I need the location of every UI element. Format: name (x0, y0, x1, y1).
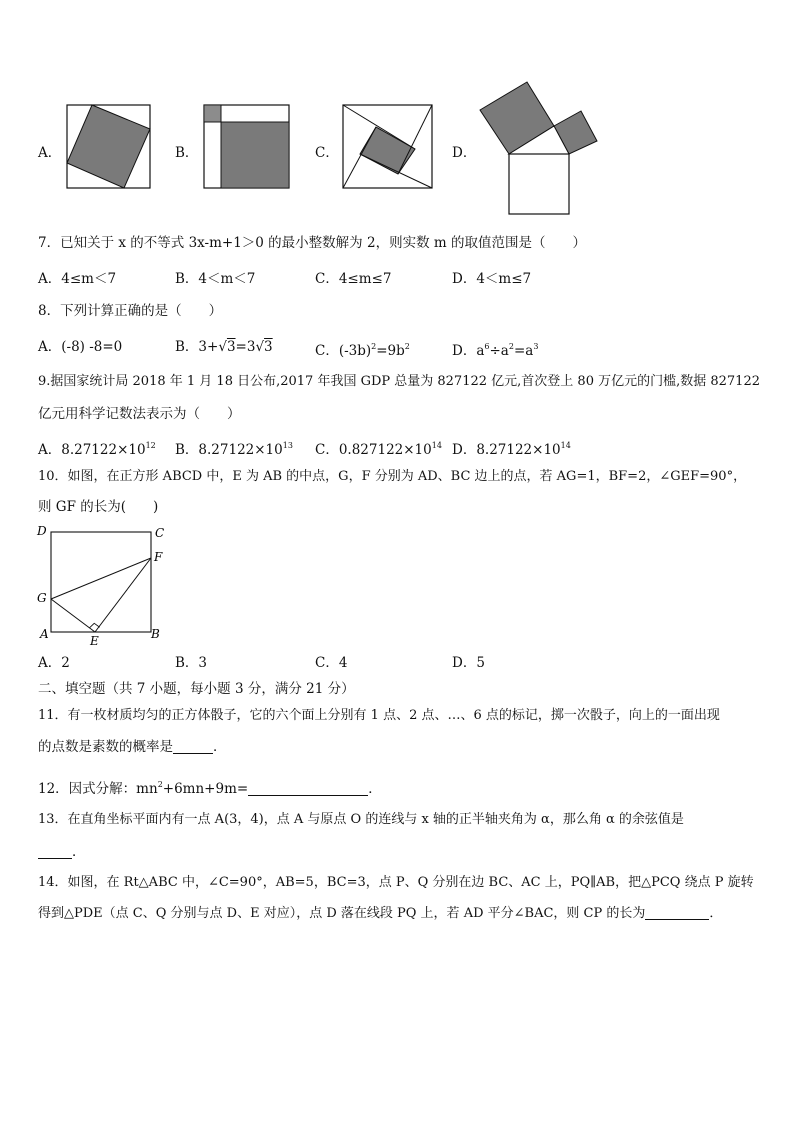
label-b: B (151, 627, 160, 641)
q10-option-b[interactable]: B．3 (175, 655, 208, 671)
q6-figure-d (478, 80, 602, 218)
label-a: A (40, 627, 49, 641)
q14-tail: ． (709, 906, 723, 921)
square-abcd (51, 532, 151, 632)
q9-c-exp: 14 (431, 441, 442, 450)
q6-figure-b (203, 104, 291, 190)
q12-pre: 12．因式分解：mn (38, 781, 158, 797)
q10-stem-line1: 10．如图，在正方形 ABCD 中，E 为 AB 的中点，G，F 分别为 AD、BC 边上的点，若 AG=1，BF=2，∠GEF=90°， (38, 469, 747, 484)
q11-stem-line2 (38, 737, 227, 757)
q8-d-mid: ÷a (489, 343, 509, 359)
section-heading: 二、填空题（共 7 小题，每小题 3 分，满分 21 分） (38, 681, 355, 697)
q9-d-pre: D．8.27122×10 (452, 442, 561, 458)
q10-option-d[interactable]: D．5 (452, 655, 485, 671)
label-d: D (37, 524, 47, 538)
q9-a-pre: A．8.27122×10 (38, 442, 146, 458)
q9-b-exp: 13 (282, 441, 293, 450)
q8-b-pre: B．3+ (175, 339, 219, 355)
q13-stem-line1: 13．在直角坐标平面内有一点 A(3，4)，点 A 与原点 O 的连线与 x 轴的正半轴夹角为 α，那么角 α 的余弦值是 (38, 812, 684, 827)
q8-b-mid: =3 (235, 339, 256, 355)
q7-option-c[interactable]: C．4≤m≤7 (315, 271, 392, 287)
q10-option-a[interactable]: A．2 (38, 655, 70, 671)
q7-option-a[interactable]: A．4≤m＜7 (38, 271, 117, 287)
q9-c-pre: C．0.827122×10 (315, 442, 432, 458)
q10-option-c[interactable]: C．4 (315, 655, 348, 671)
q6-option-b-label[interactable]: B． (175, 145, 199, 161)
q8-c-exp2: 2 (404, 342, 410, 351)
q10-stem-line2: 则 GF 的长为( ) (38, 499, 159, 515)
q12-post: +6mn+9m= (162, 781, 249, 797)
q12-stem (38, 775, 382, 799)
q11-stem-line1: 11．有一枚材质均匀的正方体骰子，它的六个面上分别有 1 点、2 点、…、6 点的标记，掷一次骰子，向上的一面出现 (38, 708, 720, 723)
q8-b-rad1: 3 (226, 339, 236, 355)
q10-figure (34, 522, 166, 650)
q12-exp: 2 (157, 780, 163, 789)
q6-option-a-label[interactable]: A． (38, 145, 62, 161)
q11-text: 的点数是素数的概率是 (38, 739, 173, 755)
q13-tail: ． (72, 844, 86, 860)
q7-stem: 7．已知关于 x 的不等式 3x-m+1＞0 的最小整数解为 2，则实数 m 的取值范围是（ ） (38, 235, 586, 251)
q8-option-c[interactable] (315, 337, 410, 361)
q13-answer-blank[interactable] (38, 844, 72, 859)
q8-c-exp1: 2 (371, 342, 377, 351)
q8-option-b[interactable] (175, 337, 273, 357)
q8-c-pre: C．(-3b) (315, 343, 372, 359)
q9-stem-line1: 9.据国家统计局 2018 年 1 月 18 日公布,2017 年我国 GDP 总量为 827122 亿元,首次登上 80 万亿元的门槛,数据 827122 (38, 374, 760, 389)
q8-d-exp1: 6 (484, 342, 490, 351)
radical-sign-icon: √ (255, 339, 265, 355)
label-f: F (154, 550, 163, 564)
q7-option-d[interactable]: D．4＜m≤7 (452, 271, 532, 287)
q8-stem: 8．下列计算正确的是（ ） (38, 303, 223, 319)
segment-ge (51, 599, 95, 632)
q14-text: 得到△PDE（点 C、Q 分别与点 D、E 对应），点 D 落在线段 PQ 上，若 AD 平分∠BAC，则 CP 的长为 (38, 906, 646, 921)
q8-option-d[interactable] (452, 337, 538, 361)
q9-stem-line2: 亿元用科学记数法表示为（ ） (38, 406, 241, 422)
q9-option-c[interactable] (315, 436, 442, 460)
q11-answer-blank[interactable] (173, 739, 213, 754)
label-c: C (155, 526, 165, 540)
q9-option-b[interactable] (175, 436, 293, 460)
q6-figure-a (66, 104, 152, 190)
q7-option-b[interactable]: B．4＜m＜7 (175, 271, 256, 287)
q9-a-exp: 12 (145, 441, 156, 450)
q8-d-mid2: =a (513, 343, 534, 359)
q6-figure-c (342, 104, 434, 190)
q8-option-a[interactable]: A．(-8) -8=0 (38, 339, 123, 355)
label-g: G (37, 591, 47, 605)
q12-answer-blank[interactable] (248, 781, 368, 796)
q8-d-exp3: 3 (533, 342, 539, 351)
q11-tail: ． (213, 739, 227, 755)
q9-option-a[interactable] (38, 436, 156, 460)
q13-stem-line2 (38, 842, 86, 862)
q8-c-post: =9b (376, 343, 405, 359)
q9-d-exp: 14 (560, 441, 571, 450)
radical-sign-icon: √ (218, 339, 227, 355)
q6-option-d-label[interactable]: D． (452, 145, 477, 161)
q8-d-pre: D．a (452, 343, 485, 359)
q14-answer-blank[interactable] (645, 905, 709, 920)
q8-b-rad2: 3 (264, 339, 273, 355)
q14-stem-line1: 14．如图，在 Rt△ABC 中，∠C=90°，AB=5，BC=3，点 P、Q 分别在边 BC、AC 上，PQ∥AB，把△PCQ 绕点 P 旋转 (38, 875, 754, 890)
label-e: E (90, 634, 99, 648)
q12-tail: ． (368, 781, 382, 797)
q14-stem-line2 (38, 904, 722, 924)
q6-option-c-label[interactable]: C． (315, 145, 339, 161)
q9-option-d[interactable] (452, 436, 571, 460)
q8-d-exp2: 2 (508, 342, 514, 351)
q9-b-pre: B．8.27122×10 (175, 442, 283, 458)
